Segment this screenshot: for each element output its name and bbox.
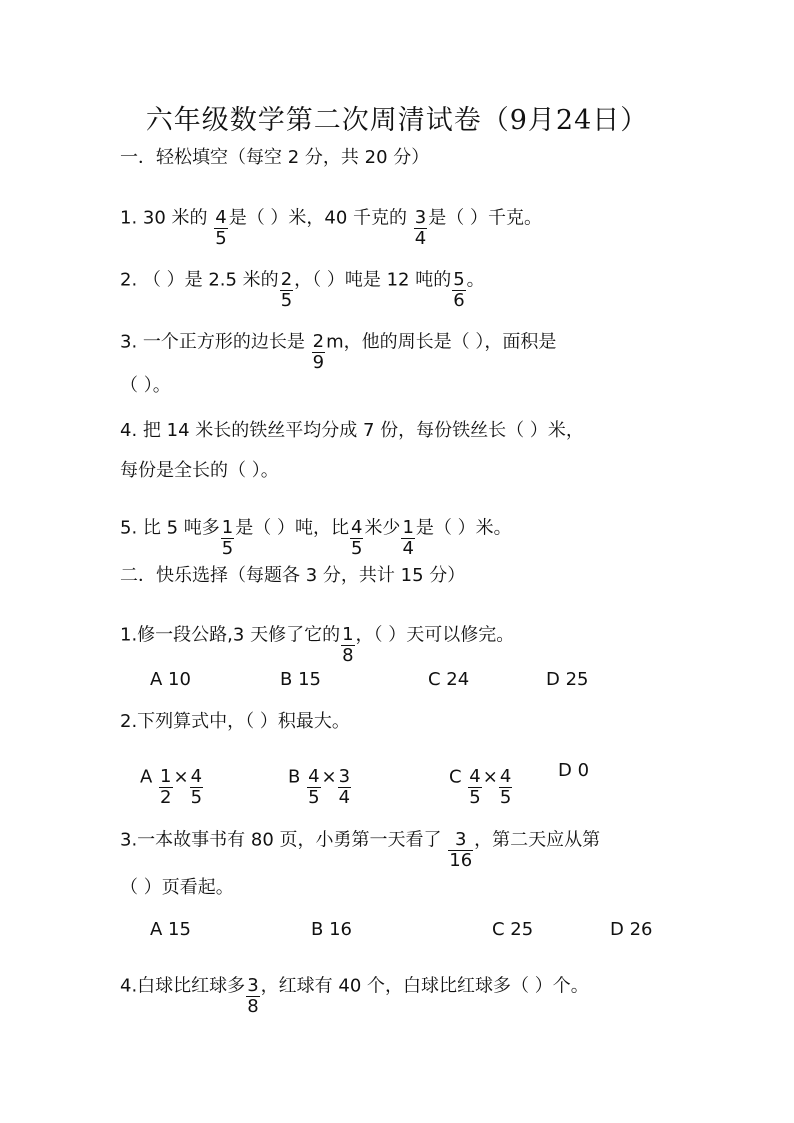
option-b: B 16 [311, 919, 352, 940]
s2-question-3-cont: （ ）页看起。 [120, 877, 234, 898]
option-c: C $\frac{4}{5}$ × $\frac{4}{5}$ [449, 766, 512, 808]
option-a: A 10 [150, 669, 191, 690]
option-a: A 15 [150, 919, 191, 940]
section1-heading: 一．轻松填空（每空 2 分，共 20 分） [120, 147, 430, 168]
fraction: $\frac{3}{4}$ [338, 766, 351, 808]
fraction: $\frac{4}{5}$ [215, 207, 227, 249]
fraction: $\frac{1}{8}$ [342, 624, 354, 666]
option-b: B 15 [280, 669, 321, 690]
option-d: D 25 [546, 669, 589, 690]
fraction: $\frac{4}{5}$ [308, 766, 320, 808]
s2-question-1: 1.修一段公路,3 天修了它的 $\frac{1}{8}$ ，（ ）天可以修完。 [120, 624, 515, 666]
option-d: D 26 [610, 919, 653, 940]
s1-question-5: 5. 比 5 吨多 $\frac{1}{5}$ 是（ ）吨，比 $\frac{4}{5}$ 米少 $\frac{1}{4}$ 是（ ）米。 [120, 517, 512, 559]
fraction: $\frac{4}{5}$ [190, 766, 203, 808]
section2-heading: 二．快乐选择（每题各 3 分，共计 15 分） [120, 565, 466, 586]
fraction: $\frac{3}{4}$ [414, 207, 427, 249]
fraction: $\frac{3}{16}$ [449, 829, 473, 871]
s1-question-3: 3. 一个正方形的边长是 $\frac{2}{9}$ m，他的周长是（ ），面积是 [120, 331, 557, 373]
fraction: $\frac{2}{5}$ [280, 269, 293, 311]
fraction: $\frac{1}{5}$ [221, 517, 234, 559]
s1-question-3-cont: （ ）。 [120, 375, 171, 396]
s1-question-4-cont: 每份是全长的（ ）。 [120, 460, 279, 481]
fraction: $\frac{2}{9}$ [312, 331, 325, 373]
s2-question-4: 4.白球比红球多 $\frac{3}{8}$ ，红球有 40 个，白球比红球多（ ）个。 [120, 975, 589, 1017]
s1-question-2: 2. （ ）是 2.5 米的 $\frac{2}{5}$ ，（ ）吨是 12 吨的 $\frac{5}{6}$ 。 [120, 269, 485, 311]
page-title: 六年级数学第二次周清试卷（9月24日） [145, 105, 649, 136]
fraction: $\frac{5}{6}$ [453, 269, 465, 311]
fraction: $\frac{1}{4}$ [402, 517, 414, 559]
fraction: $\frac{1}{2}$ [160, 766, 172, 808]
s2-question-2: 2.下列算式中，（ ）积最大。 [120, 711, 350, 732]
fraction: $\frac{4}{5}$ [350, 517, 363, 559]
fraction: $\frac{3}{8}$ [247, 975, 259, 1017]
fraction: $\frac{4}{5}$ [469, 766, 481, 808]
option-d: D 0 [558, 760, 590, 781]
option-a: A $\frac{1}{2}$ × $\frac{4}{5}$ [140, 766, 203, 808]
s1-question-4: 4. 把 14 米长的铁丝平均分成 7 份，每份铁丝长（ ）米， [120, 420, 584, 441]
fraction: $\frac{4}{5}$ [499, 766, 512, 808]
option-c: C 24 [428, 669, 470, 690]
s1-question-1: 1. 30 米的 $\frac{4}{5}$ 是（ ）米，40 千克的 $\frac{3}{4}$ 是（ ）千克。 [120, 207, 542, 249]
option-b: B $\frac{4}{5}$ × $\frac{3}{4}$ [288, 766, 351, 808]
option-c: C 25 [492, 919, 534, 940]
s2-question-3: 3.一本故事书有 80 页，小勇第一天看了 $\frac{3}{16}$ ，第二天应从第 [120, 829, 601, 871]
